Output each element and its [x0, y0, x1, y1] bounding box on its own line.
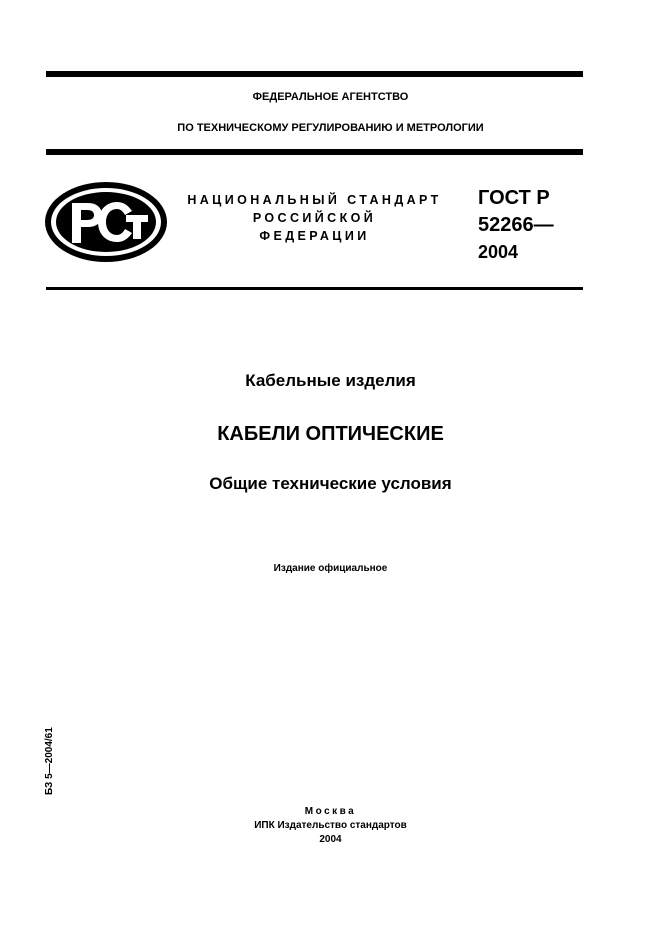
- agency-name-line2: ПО ТЕХНИЧЕСКОМУ РЕГУЛИРОВАНИЮ И МЕТРОЛОГИИ: [177, 122, 484, 134]
- standard-type-line1: НАЦИОНАЛЬНЫЙ СТАНДАРТ: [187, 193, 442, 207]
- agency-name-line1: ФЕДЕРАЛЬНОЕ АГЕНТСТВО: [252, 91, 409, 103]
- side-code: БЗ 5—2004/61: [44, 727, 55, 795]
- standard-code-line3: 2004: [478, 242, 519, 262]
- main-title: КАБЕЛИ ОПТИЧЕСКИЕ: [217, 423, 444, 445]
- standard-type-line3: ФЕДЕРАЦИИ: [259, 229, 370, 243]
- standard-code-line1: ГОСТ Р: [478, 187, 550, 209]
- standard-type-line2: РОССИЙСКОЙ: [252, 211, 377, 225]
- category-title: Кабельные изделия: [245, 371, 416, 390]
- standard-rule: [46, 287, 583, 290]
- imprint-city: Москва: [304, 806, 357, 817]
- gost-r-logo: [44, 181, 170, 263]
- imprint-publisher: ИПК Издательство стандартов: [254, 820, 407, 831]
- header-rule: [46, 149, 583, 155]
- top-rule: [46, 71, 583, 77]
- imprint-year: 2004: [319, 834, 342, 845]
- subtitle: Общие технические условия: [209, 474, 452, 493]
- standard-code-line2: 52266—: [478, 214, 554, 236]
- edition-note: Издание официальное: [273, 563, 388, 574]
